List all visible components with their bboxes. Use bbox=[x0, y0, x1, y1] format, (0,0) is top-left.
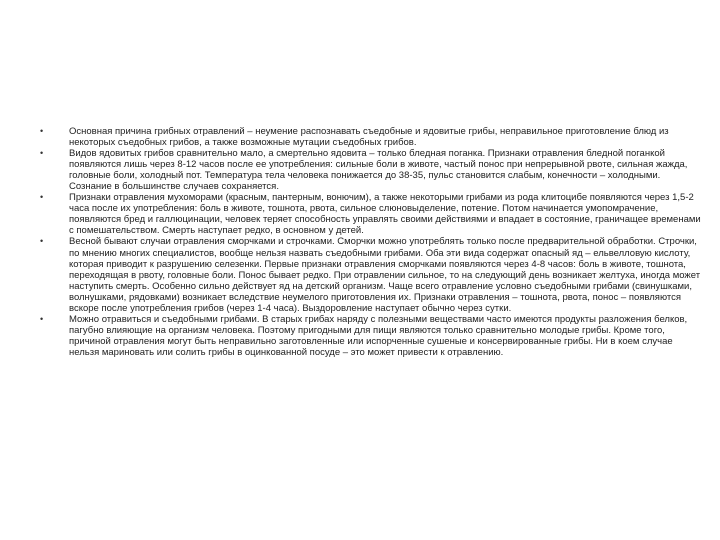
list-item bbox=[40, 126, 704, 148]
bullet-icon: • bbox=[40, 192, 44, 203]
paragraph-text: Видов ядовитых грибов сравнительно мало, а смертельно ядовита – только бледная поганка. Признаки отравления бледной поганкой появляются лишь через 8-12 часов после ее употребления: сильные боли в животе, частый понос при непрерывной рвоте, сильная жажда, головные боли, холодный пот. Температура тела человека понижается до 38-35, пульс становится слабым, конечности – холодными. Сознание в большинстве случаев сохраняется. bbox=[69, 148, 688, 193]
list-item bbox=[40, 192, 704, 236]
list-item bbox=[40, 148, 704, 192]
bullet-list bbox=[40, 126, 704, 358]
paragraph-text: Признаки отравления мухоморами (красным, пантерным, вонючим), а также некоторыми грибами из рода клитоцибе появляются через 1,5-2 часа после их употребления: боль в животе, тошнота, рвота, сильное слюновыделение, потение. Потом начинается умопомрачение, появляются бред и галлюцинации, человек теряет способность управлять своими действиями и впадает в состояние, граничащее временами с помешательством. Смерть наступает редко, в основном у детей. bbox=[69, 192, 701, 237]
paragraph-text: Основная причина грибных отравлений – неумение распознавать съедобные и ядовитые грибы, неправильное приготовление блюд из некоторых съедобных грибов, а также возможные мутации съедобных грибов. bbox=[69, 126, 669, 149]
paragraph-text: Можно отравиться и съедобными грибами. В старых грибах наряду с полезными веществами часто имеются продукты разложения белков, пагубно влияющие на организм человека. Поэтому пригодными для пищи являются только сравнительно молодые грибы. Кроме того, причиной отравления могут быть неправильно заготовленные или испорченные сушеные и консервированные грибы. Ни в коем случае нельзя мариновать или солить грибы в оцинкованной посуде – это может привести к отравлению. bbox=[69, 313, 688, 358]
list-item bbox=[40, 236, 704, 313]
bullet-icon: • bbox=[40, 148, 44, 159]
bullet-icon: • bbox=[40, 313, 44, 324]
paragraph-text: Весной бывают случаи отравления сморчками и строчками. Сморчки можно употреблять только после предварительной обработки. Строчки, по мнению многих специалистов, вообще нельзя назвать съедобными грибами. Оба эти вида содержат опасный яд – ельвелловую кислоту, которая приводит к разрушению селезенки. Первые признаки отравления сморчками появляются через 4-8 часов: боль в животе, тошнота, переходящая в рвоту, головные боли. Понос бывает редко. При отравлении сильное, то на следующий день возникает желтуха, иногда может наступить смерть. Особенно сильно действует яд на детский организм. Чаще всего отравление условно съедобными грибами (свинушками, волнушками, рядовками) возникает вследствие неумелого приготовления их. Признаки отравления – тошнота, рвота, понос – появляются вскоре после употребления грибов (через 1-4 часа). Выздоровление наступает обычно через сутки. bbox=[69, 236, 701, 314]
bullet-icon: • bbox=[40, 236, 44, 247]
list-item bbox=[40, 314, 704, 358]
bullet-icon: • bbox=[40, 126, 44, 136]
